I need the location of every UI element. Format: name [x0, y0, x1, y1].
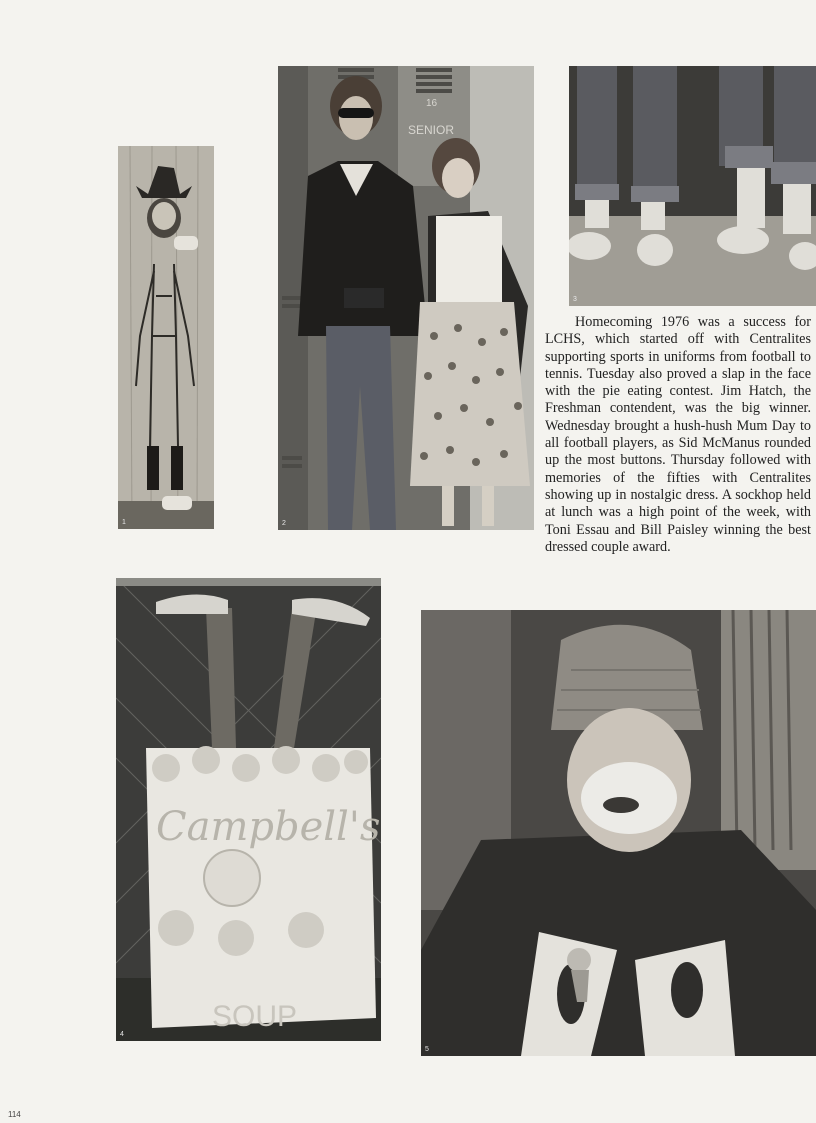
photo-number: 4 [120, 1031, 124, 1038]
photo-soup-can-float [116, 578, 381, 1041]
photo-number: 5 [425, 1046, 429, 1053]
wooden-figure-image [118, 146, 214, 529]
svg-text:SENIOR: SENIOR [408, 123, 455, 137]
photo-number: 2 [282, 520, 286, 527]
svg-text:SOUP: SOUP [212, 1000, 298, 1033]
pie-contest-winner-image [421, 610, 816, 1056]
photo-wooden-figure [118, 146, 214, 529]
soup-can-float-image [116, 578, 381, 1041]
photo-number: 3 [573, 296, 577, 303]
legs-sneakers-image [569, 66, 816, 306]
float-brand-text: Campbell's [156, 804, 381, 850]
page-number: 114 [8, 1110, 21, 1119]
fifties-couple-image [278, 66, 534, 530]
photo-legs-sneakers [569, 66, 816, 306]
photo-pie-contest-winner [421, 610, 816, 1056]
story-text: Homecoming 1976 was a success for LCHS, which started off with Centralites supporting sports in uniforms from football to tennis. Tuesday also proved a slap in the face with the pie eating contest. Jim Hatch, the Freshman contendent, was the big winner. Wednesday brought a hush-hush Mum Day to all football players, as Sid McManus rounded up the most buttons. Thursday followed with memories of the fifties with Centralites showing up in nostalgic dress. A sockhop held at lunch was a high point of the week, with Toni Essau and Bill Paisley winning the best dressed couple award. [545, 314, 811, 555]
locker-label: 16 [426, 98, 438, 109]
photo-fifties-couple [278, 66, 534, 530]
photo-number: 1 [122, 519, 126, 526]
